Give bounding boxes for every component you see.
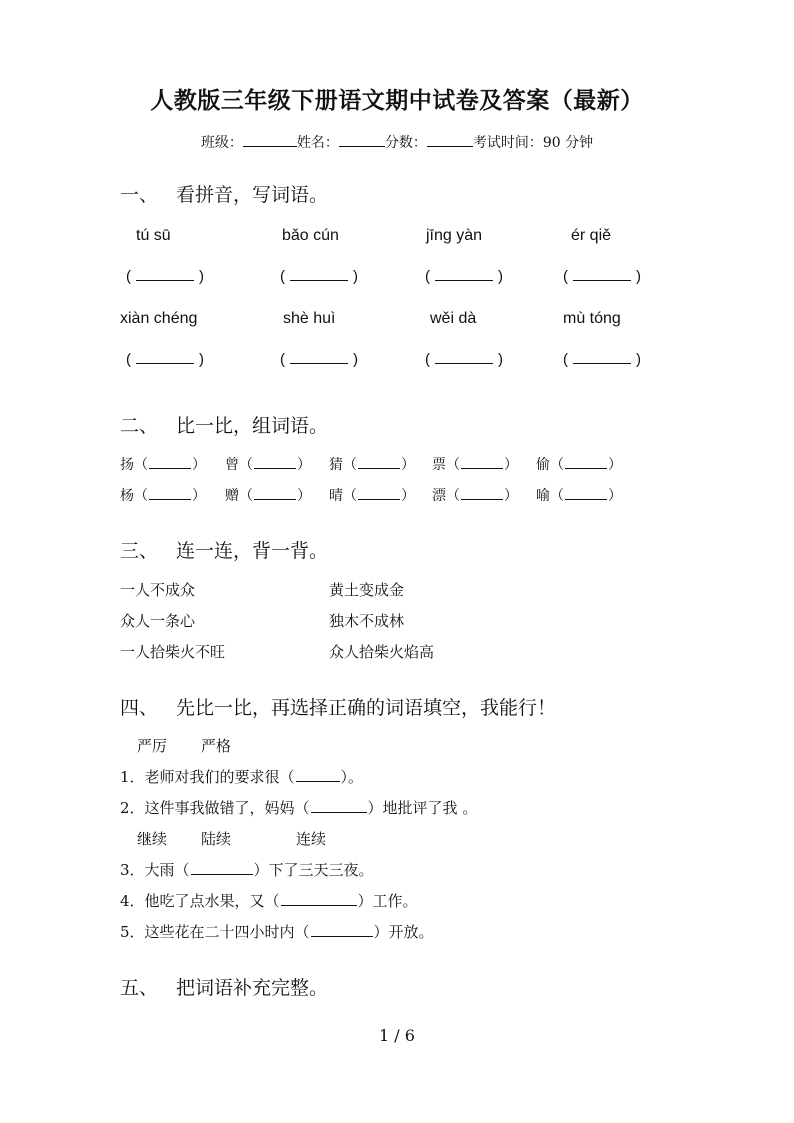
section-5-heading: [120, 973, 328, 1000]
question-2: 2．这件事我做错了，妈妈（ ）地批评了我 。: [120, 799, 478, 817]
pinyin-item: mù tóng: [563, 310, 621, 327]
match-right-item[interactable]: 众人拾柴火焰高: [329, 643, 435, 661]
answer-box[interactable]: ( ): [425, 268, 503, 285]
compare-item[interactable]: 喻（ ）: [536, 488, 622, 504]
word-choice: 严格: [201, 737, 232, 755]
page-number: 1 / 6: [379, 1026, 415, 1045]
answer-box[interactable]: ( ): [563, 351, 641, 368]
time-label: 考试时间：90 分钟: [472, 135, 594, 151]
section-2-number: 二、: [120, 415, 159, 437]
answer-box[interactable]: ( ): [280, 351, 358, 368]
fill-blank[interactable]: [296, 769, 340, 782]
pinyin-item: ér qiě: [571, 227, 612, 244]
compare-item[interactable]: 赠（ ）: [225, 488, 311, 504]
match-left-item[interactable]: 一人不成众: [120, 581, 196, 599]
pinyin-item: wěi dà: [430, 310, 477, 327]
student-info-line: [0, 132, 794, 152]
section-1-number: 一、: [120, 184, 159, 206]
section-3-title: 连一连，背一背。: [176, 540, 329, 562]
section-4-heading: [120, 693, 556, 720]
answer-box[interactable]: ( ): [563, 268, 641, 285]
class-blank[interactable]: [243, 133, 297, 147]
match-left-item[interactable]: 众人一条心: [120, 612, 196, 630]
section-1-title: 看拼音，写词语。: [176, 184, 329, 206]
answer-box[interactable]: ( ): [280, 268, 358, 285]
section-3-number: 三、: [120, 540, 159, 562]
pinyin-item: bǎo cún: [282, 227, 339, 244]
section-3-heading: [120, 536, 328, 563]
section-4-number: 四、: [120, 697, 159, 719]
pinyin-item: xiàn chéng: [120, 310, 198, 327]
question-1: 1．老师对我们的要求很（ ）。: [120, 768, 364, 786]
answer-box[interactable]: ( ): [126, 268, 204, 285]
word-choice: 陆续: [201, 830, 232, 848]
compare-item[interactable]: 晴（ ）: [329, 488, 415, 504]
section-1-heading: [120, 180, 328, 207]
class-label: 班级：: [200, 135, 243, 151]
compare-item[interactable]: 杨（ ）: [120, 488, 206, 504]
compare-item[interactable]: 扬（ ）: [120, 457, 206, 473]
question-3: 3．大雨（ ）下了三天三夜。: [120, 861, 374, 879]
compare-item[interactable]: 票（ ）: [432, 457, 518, 473]
fill-blank[interactable]: [311, 924, 373, 937]
fill-blank[interactable]: [311, 800, 367, 813]
fill-blank[interactable]: [191, 862, 253, 875]
fill-blank[interactable]: [281, 893, 357, 906]
compare-item[interactable]: 曾（ ）: [225, 457, 311, 473]
name-blank[interactable]: [339, 133, 385, 147]
compare-item[interactable]: 偷（ ）: [536, 457, 622, 473]
section-2-title: 比一比，组词语。: [176, 415, 329, 437]
section-2-heading: [120, 411, 328, 438]
word-choice: 严厉: [137, 737, 168, 755]
word-choice: 继续: [137, 830, 168, 848]
score-blank[interactable]: [427, 133, 473, 147]
compare-item[interactable]: 猜（ ）: [329, 457, 415, 473]
match-right-item[interactable]: 黄土变成金: [329, 581, 405, 599]
match-left-item[interactable]: 一人拾柴火不旺: [120, 643, 226, 661]
page-title: 人教版三年级下册语文期中试卷及答案（最新）: [150, 87, 644, 114]
match-right-item[interactable]: 独木不成林: [329, 612, 405, 630]
pinyin-item: jīng yàn: [426, 227, 483, 244]
compare-item[interactable]: 漂（ ）: [432, 488, 518, 504]
section-4-title: 先比一比，再选择正确的词语填空，我能行！: [176, 697, 557, 719]
pinyin-item: tú sū: [136, 227, 171, 244]
section-5-title: 把词语补充完整。: [176, 977, 329, 999]
pinyin-item: shè huì: [283, 310, 336, 327]
question-5: 5．这些花在二十四小时内（ ）开放。: [120, 923, 434, 941]
score-label: 分数：: [384, 135, 427, 151]
word-choice: 连续: [296, 830, 327, 848]
name-label: 姓名：: [296, 135, 339, 151]
answer-box[interactable]: ( ): [126, 351, 204, 368]
answer-box[interactable]: ( ): [425, 351, 503, 368]
section-5-number: 五、: [120, 977, 159, 999]
question-4: 4．他吃了点水果，又（ ）工作。: [120, 892, 418, 910]
